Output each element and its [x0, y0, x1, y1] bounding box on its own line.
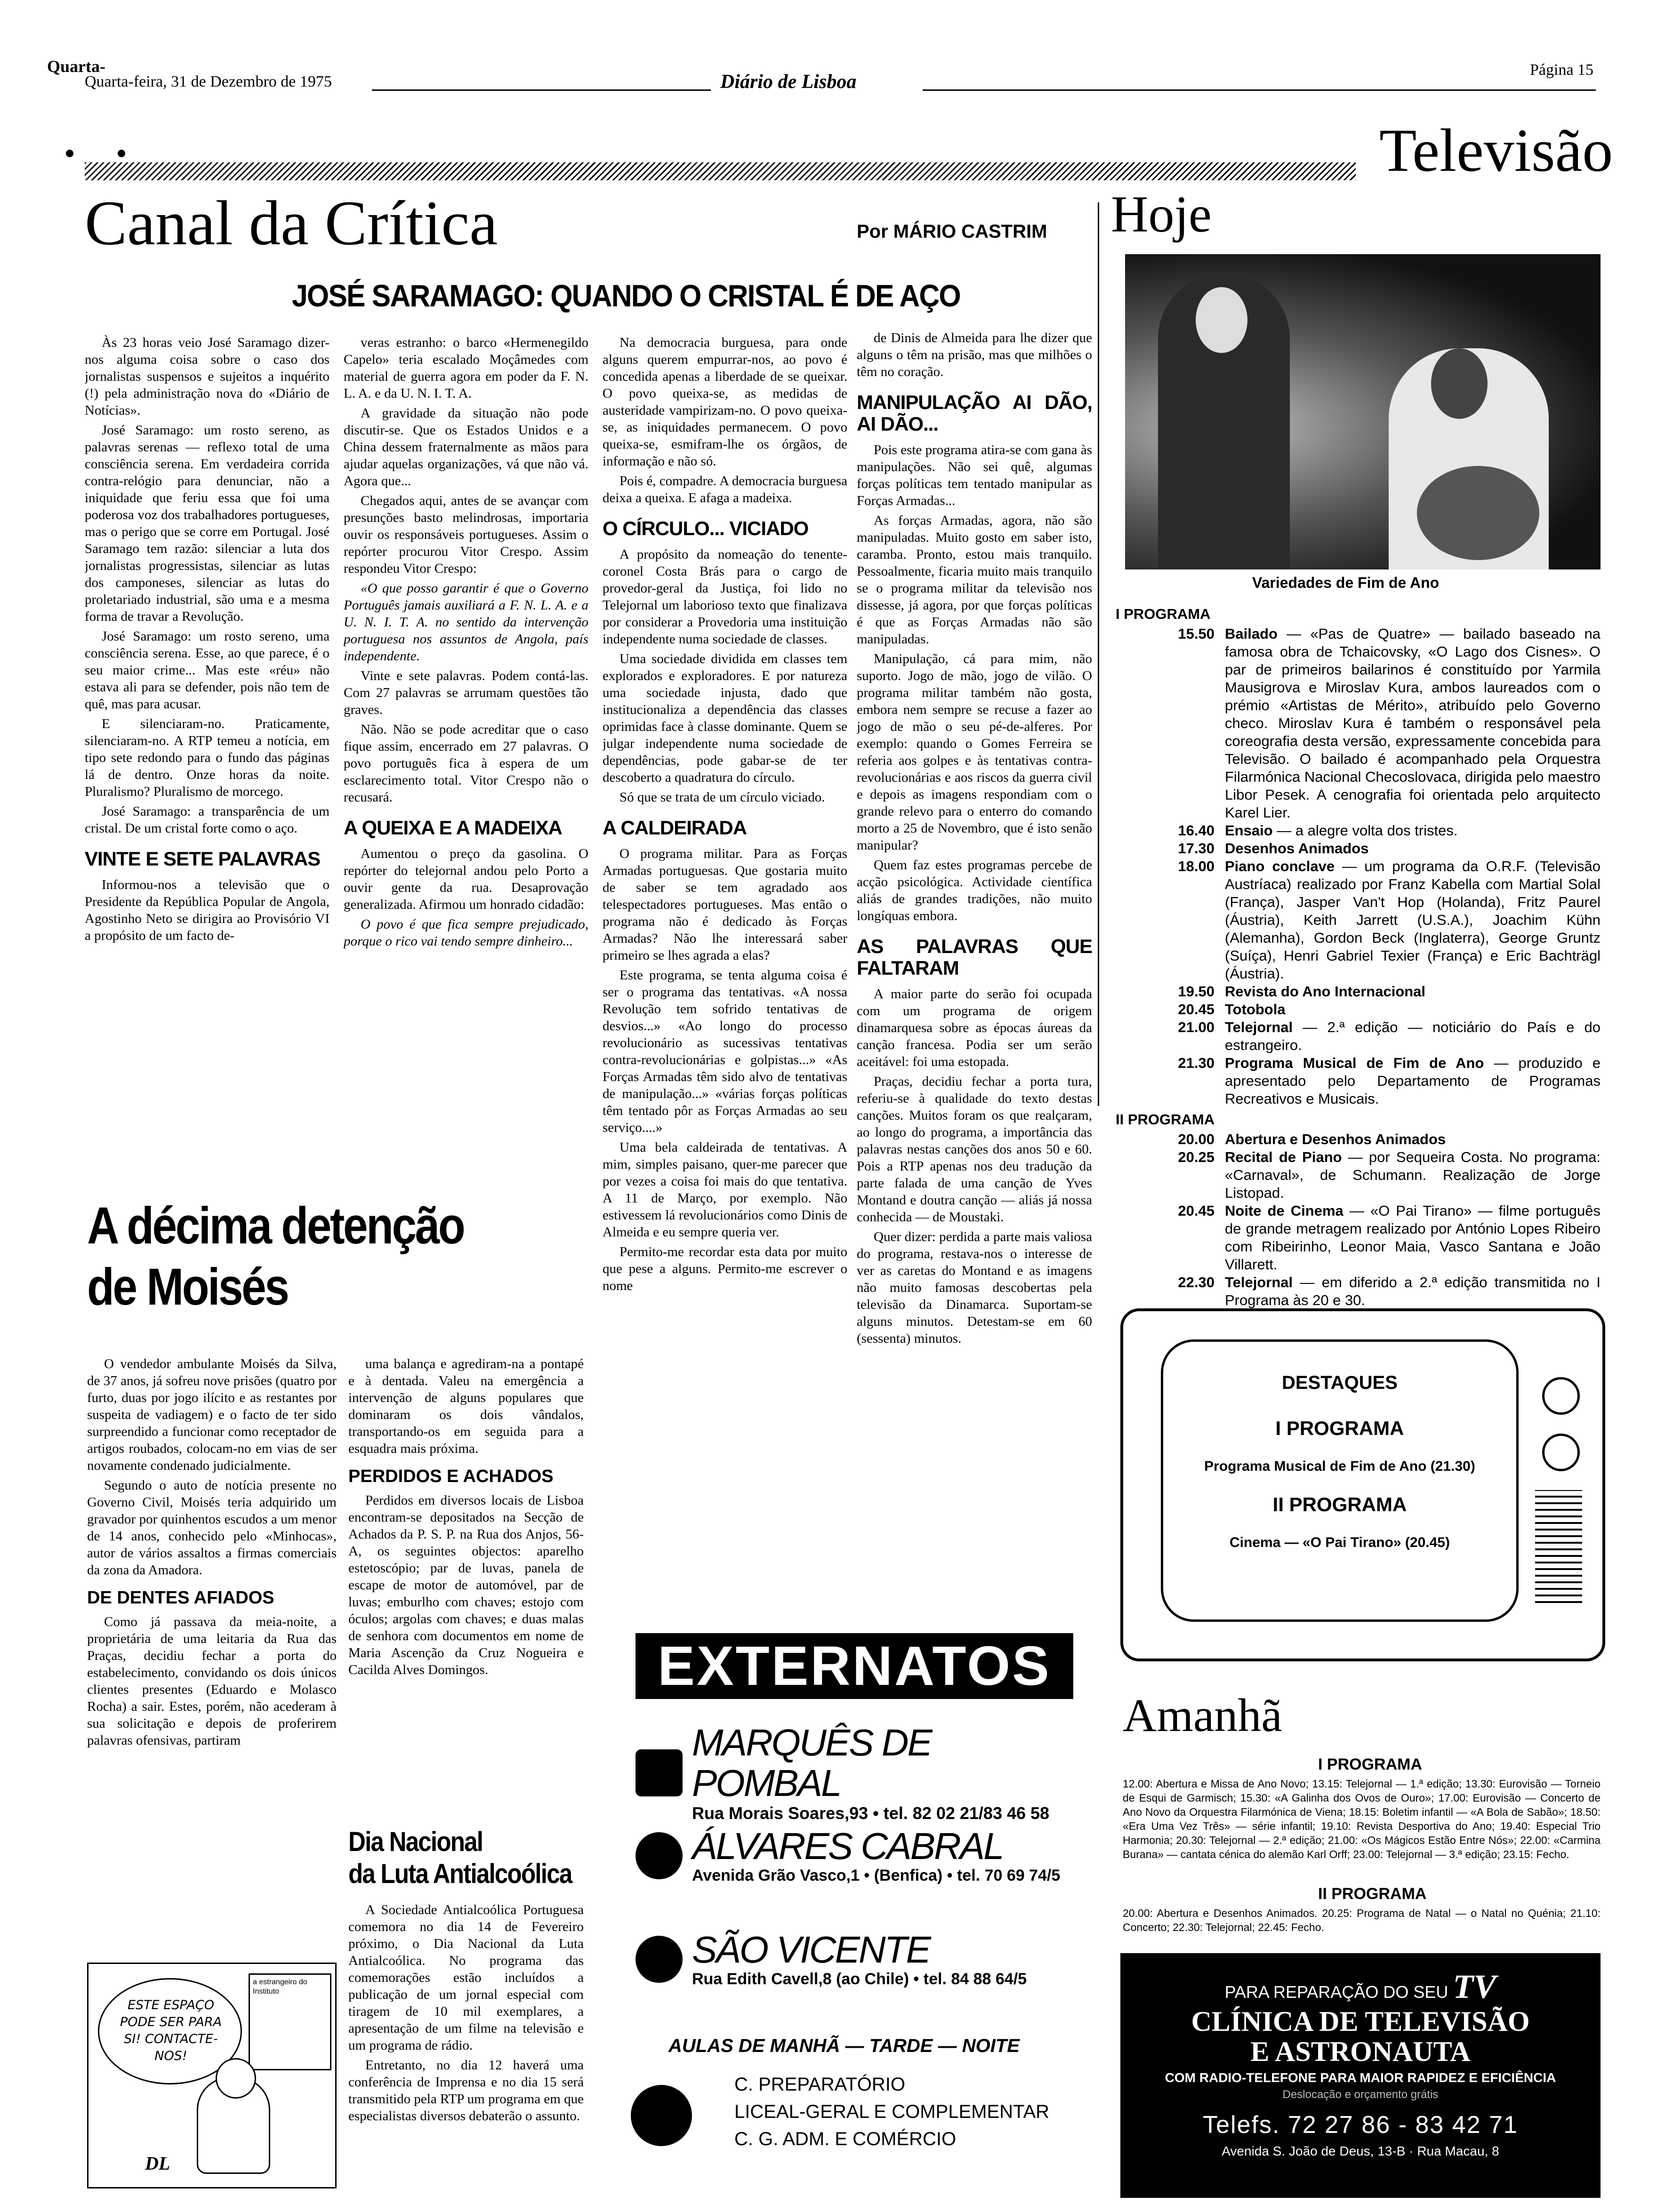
- critica-column-2: veras estranho: o barco «Hermenegildo Capelo» teria escalado Moçâmedes com material de guerra agora em poder da F. N. L. A. e da U. N. I. T. A. A gravidade da situação não pode discutir-se. Que os Estados Unidos e a China dessem fraternalmente as mãos para ajudar aquelas organizações, vá que não vá. Agora que... Chegados aqui, antes de se avançar com presunções basto melindrosas, importaria ouvir os responsáveis portugueses. Assim o repórter procurou Vitor Crespo. Assim respondeu Vitor Crespo: «O que posso garantir é que o Governo Português jamais auxiliará a F. N. L. A. e a U. N. I. T. A. no sentido da intervenção portuguesa nos assuntos de Angola, país independente. Vinte e sete palavras. Podem contá-las. Com 27 palavras se arrumam questões tão graves. Não. Não se pode acreditar que o caso fique assim, encerrado em 27 palavras. O povo português fica à espera de um esclarecimento total. Vitor Crespo não o recusará. A QUEIXA E A MADEIXA Aumentou o preço da gasolina. O repórter do telejornal andou pelo Porto a ouvir gente da rua. Desaprovação generalizada. Afirmou um honrado cidadão: O povo é que fica sempre prejudicado, porque o rico vai tendo sempre dinheiro...: [344, 335, 588, 949]
- masthead-rule-right: [923, 89, 1596, 91]
- photo-caption: Variedades de Fim de Ano: [1252, 574, 1440, 591]
- school-sao-vicente: SÃO VICENTE Rua Edith Cavell,8 (ao Chile) • tel. 84 88 64/5: [635, 1930, 1078, 1988]
- moises-column-1: O vendedor ambulante Moisés da Silva, de 37 anos, já sofreu nove prisões (quatro por furto, duas por jogo ilícito e as restantes por suspeita de vadiagem) e o facto de ter sido surpreendido a funcionar como receptador de artigos roubados, colocam-no em vias de ser novamente condenado judicialmente. Segundo o auto de notícia presente no Governo Civil, Moisés teria adquirido um gravador por quinhentos escudos a um menor de 14 anos, conhecido pelo «Minhocas», autor de vários assaltos a firmas comerciais da zona da Amadora. DE DENTES AFIADOS Como já passava da meia-noite, a proprietária de uma leitaria da Rua das Praças, decidiu fechar a porta do estabelecimento, convidando os dois únicos clientes presentes (Eduardo e Molasco Rocha) a sair. Estes, porém, não acederam à sua solicitação e depois de proferirem palavras ofensivas, partiram: [87, 1356, 337, 1748]
- subhead-dentes-afiados: DE DENTES AFIADOS: [87, 1588, 274, 1608]
- hoje-schedule: [1116, 602, 1601, 1309]
- cartoon-box: [87, 1963, 337, 2188]
- externatos-course-logo-icon: [631, 2085, 692, 2146]
- amanha-program-1-text: 12.00: Abertura e Missa de Ano Novo; 13.15: Telejornal — 1.ª edição; 13.30: Eurovisão — Torneio de Esqui de Garmisch; 15.30: «A Galinha dos Ovos de Ouro»; 17.00: Eurovisão — Concerto de Ano Novo da Orquestra Filarmónica de Viena; 18.15: Boletim infantil — «A Bola de Sabão»; 18.50: «Era Uma Vez Três» — série infantil; 19.10: Revista Desportiva do Ano; 19.40: Especial Trio Harmonia; 20.30: Telejornal — 2.ª edição; 21.00: «Os Mágicos Estão Entre Nós»; 22.00: «Carmina Burana» — cantata cénica do alemão Karl Orff; 23.00: Telejornal — 3.ª edição; 23.15: Fecho.: [1123, 1778, 1601, 1860]
- moises-column-2: uma balança e agrediram-na a pontapé e à dentada. Valeu na emergência a intervenção de alguns populares que dominaram os dois vândalos, transportando-os em seguida para a esquadra mais próxima. PERDIDOS E ACHADOS Perdidos em diversos locais de Lisboa encontram-se depositados na Secção de Achados da P. S. P. na Rua dos Anjos, 56-A, os seguintes objectos: aparelho estetoscópio; par de luvas, panela de escape de motor de automóvel, par de luvas; emburlho com chaves; estojo com óculos; argolas com chaves; e duas malas de senhora com documentos em nome de Maria Ascenção da Cruz Nogueira e Cacilda Alves Domingos.: [348, 1356, 584, 1677]
- amanha-program-2-text: 20.00: Abertura e Desenhos Animados. 20.25: Programa de Natal — o Natal no Quénia; 21.10: Concerto; 22.30: Telejornal; 22.45: Fecho.: [1123, 1907, 1601, 1933]
- amanha-program-2-heading: II PROGRAMA: [1318, 1885, 1427, 1903]
- subhead-circulo-viciado: O CÍRCULO... VICIADO: [603, 517, 809, 539]
- column-rule: [1098, 202, 1099, 1106]
- subhead-caldeirada: A CALDEIRADA: [603, 817, 747, 839]
- masthead-paper: Diário de Lisboa: [720, 71, 857, 93]
- program-2-heading: II PROGRAMA: [1116, 1111, 1215, 1128]
- destaques-tv-frame: [1120, 1308, 1605, 1661]
- hoje-photo: [1125, 254, 1601, 569]
- tv-speaker-grille: [1535, 1490, 1582, 1603]
- schedule-row: 20.25 Recital de Piano — por Sequeira Costa. No programa: «Carnaval», de Schumann. Realização de Jorge Listopad.: [1178, 1149, 1601, 1201]
- sao-vicente-logo-icon: [635, 1936, 683, 1983]
- destaques-content: DESTAQUES I PROGRAMA Programa Musical de Fim de Ano (21.30) II PROGRAMA Cinema — «O Pai Tirano» (20.45): [1204, 1372, 1475, 1550]
- photo-guitarist-face: [1431, 348, 1488, 419]
- schedule-row: 19.50 Revista do Ano Internacional: [1178, 983, 1426, 1000]
- photo-guitar: [1417, 466, 1539, 560]
- schedule-row: 15.50 Bailado — «Pas de Quatre» — bailado baseado na famosa obra de Tchaicovsky, «O Lago dos Cisnes». O par de primeiros bailarinos é constituído por Yarmila Mausigrova e Miroslav Kura, ambos laureados com o prémio «Artistas de Mérito», atribuído pelo Governo checo. Miroslav Kura é também o responsável pela coreografia desta versão, expressamente concebida para Televisão. O bailado é acompanhado pela Orquestra Filarmónica Nacional Checoslovaca, dirigida pelo maestro Libor Pesek. A cenografia foi orientada pelo arquitecto Karel Lier.: [1178, 625, 1601, 821]
- schedule-row: 16.40 Ensaio — a alegre volta dos tristes.: [1178, 822, 1458, 839]
- alvares-logo-icon: [635, 1832, 683, 1879]
- marques-logo-icon: [635, 1749, 683, 1796]
- cartoon-figure-head: [216, 2058, 256, 2099]
- externatos-title: EXTERNATOS: [635, 1633, 1073, 1699]
- schedule-row: 21.30 Programa Musical de Fim de Ano — produzido e apresentado pelo Departamento de Programas Recreativos e Musicais.: [1178, 1055, 1601, 1107]
- antialcool-body: A Sociedade Antialcoólica Portuguesa comemora no dia 14 de Fevereiro próximo, o Dia Nacional da Luta Antialcoólica. No programa das comemorações estão incluídos a publicação de um jornal especial com tiragem de 10 mil exemplares, a apresentação de um filme na televisão e um programa de rádio. Entretanto, no dia 12 haverá uma conferência de Imprensa e no dia 15 será transmitido pela RTP um programa em que especialistas diversos debaterão o assunto.: [348, 1902, 584, 2124]
- externatos-ad: [617, 1633, 1087, 2198]
- moises-headline: A décima detenção de Moisés: [87, 1197, 464, 1316]
- externatos-courses: C. PREPARATÓRIO LICEAL-GERAL E COMPLEMENTAR C. G. ADM. E COMÉRCIO: [734, 2074, 1050, 2149]
- subhead-vinte-e-sete: VINTE E SETE PALAVRAS: [85, 848, 321, 870]
- tv-knob-icon: [1542, 1434, 1580, 1471]
- schedule-row: 18.00 Piano conclave — um programa da O.R.F. (Televisão Austríaca) realizado por Franz Kabella com Martial Solal (França), Jasper Van't Hop (Holanda), Fritz Paurel (Áustria), Keith Jarrett (U.S.A.), Joachim Kühn (Alemanha), Gordon Beck (Inglaterra), George Gruntz (Suíça), Henri Gabriel Texier (França) e Eric Bachträgl (Áustria).: [1178, 858, 1601, 982]
- schedule-row: 20.45 Totobola: [1178, 1001, 1286, 1018]
- subhead-perdidos-achados: PERDIDOS E ACHADOS: [348, 1467, 554, 1486]
- schedule-row: 20.00 Abertura e Desenhos Animados: [1178, 1131, 1446, 1147]
- photo-singer-left-face: [1196, 287, 1247, 353]
- subhead-palavras-faltaram: AS PALAVRAS QUE FALTARAM: [857, 935, 1092, 979]
- critica-byline: Por MÁRIO CASTRIM: [857, 221, 1047, 242]
- critica-column-4: de Dinis de Almeida para lhe dizer que alguns o têm na prisão, mas que milhões o têm no coração. MANIPULAÇÃO AI DÃO, AI DÃO... Pois este programa atira-se com gana às manipulações. Não sei quê, algumas forças políticas tem tentado manipular as Forças Armadas... As forças Armadas, agora, não são manipuladas. Muito gosto em saber isto, caramba. Pronto, estou mais tranquilo. Pessoalmente, ficaria muito mais tranquilo se o programa militar da televisão nos dissesse, já agora, por que forças políticas é que as Forças Armadas não são manipuladas. Manipulação, cá para mim, não suporto. Jogo de mão, jogo de vilão. O programa militar também não gosta, embora nem sempre se recuse a fazer ao jogo de mão o seu pé-de-alferes. Por exemplo: quando o Gomes Ferreira se referia aos golpes e às tentativas contra-revolucionárias e aos riscos da guerra civil e depois as imagens respondiam com o grande relevo para o enterro do comando morto a 25 de Novembro, que é isto senão manipular? Quem faz estes programas percebe de acção psicológica. Actividade científica aliás de grandes tradições, não muito longíquas embora. AS PALAVRAS QUE FALTARAM A maior parte do serão foi ocupada com um programa de origem dinamarquesa sobre as épocas áureas da canção francesa. Podia ser um serão aceitável: foi uma estopada. Praças, decidiu fechar a porta tura, referiu-se à qualidade do texto destas canções. Muitos foram os que realçaram, ao longo do programa, a importância das palavras nestas canções dos anos 50 e 60. Pois a RTP apenas nos deu tradução da parte falada de uma canção de Yves Montand e doutra canção — aliás já nossa conhecida — de Moustaki. Quer dizer: perdida a parte mais valiosa do programa, restava-nos o interesse de ver as caretas do Montand e as imagens não muito famosas descobertas pela televisão da Dinamarca. Suportam-se alguns minutos. Detestam-se em 60 (sessenta) minutos.: [857, 330, 1092, 1346]
- cartoon-signature: DL: [145, 2153, 170, 2174]
- critica-title: Canal da Crítica: [85, 188, 498, 258]
- hoje-title: Hoje: [1111, 185, 1212, 243]
- tv-knob-icon: [1542, 1377, 1580, 1415]
- tv-repair-ad: PARA REPARAÇÃO DO SEU TV CLÍNICA DE TELEVISÃO E ASTRONAUTA COM RADIO-TELEFONE PARA MAIOR RAPIDEZ E EFICIÊNCIA Deslocação e orçamento grátis Telefs. 72 27 86 - 83 42 71 Avenida S. João de Deus, 13-B · Rua Macau, 8: [1120, 1953, 1601, 2198]
- externatos-hours: AULAS DE MANHÃ — TARDE — NOITE: [668, 2036, 1020, 2056]
- antialcool-headline: Dia Nacional da Luta Antialcoólica: [348, 1827, 572, 1889]
- masthead-corner: Quarta-: [47, 57, 105, 76]
- speech-bubble-text: ESTE ESPAÇO PODE SER PARA SI! CONTACTE-NOS!: [120, 1998, 222, 2063]
- critica-headline: JOSÉ SARAMAGO: QUANDO O CRISTAL É DE AÇO: [292, 278, 960, 313]
- subhead-queixa-madeixa: A QUEIXA E A MADEIXA: [344, 817, 562, 839]
- schedule-row: 22.30 Telejornal — em diferido a 2.ª edição transmitida no I Programa às 20 e 30.: [1178, 1274, 1601, 1308]
- schedule-row: 17.30 Desenhos Animados: [1178, 840, 1369, 857]
- section-title: Televisão: [1379, 117, 1613, 184]
- page-number: Página 15: [1530, 61, 1594, 79]
- subhead-manipulacao: MANIPULAÇÃO AI DÃO, AI DÃO...: [857, 391, 1092, 435]
- masthead-date: Quarta-feira, 31 de Dezembro de 1975: [85, 73, 332, 90]
- schedule-row: 20.45 Noite de Cinema — «O Pai Tirano» — filme português de grande metragem realizado por António Lopes Ribeiro com Ribeirinho, Leonor Maia, Vasco Santana e João Villarett.: [1178, 1202, 1601, 1273]
- masthead-rule-left: [372, 89, 711, 91]
- section-hatch-band: [85, 162, 1356, 180]
- bullet-dot: [66, 150, 73, 157]
- critica-column-1: Às 23 horas veio José Saramago dizer-nos alguma coisa sobre o caso dos jornalistas suspensos e sujeitos a inquérito (!) pela administração nova do «Diário de Notícias». José Saramago: um rosto sereno, as palavras serenas — reflexo total de uma consciência serena. Em verdadeira corrida contra-relógio para denunciar, não a iniquidade que feriu essa que foi uma poderosa voz dos trabalhadores portugueses, mas o perigo que se corre em Portugal. José Saramago tem razão: silenciar a luta dos jornalistas progressistas, silenciar as lutas dos camponeses, silenciar as lutas do proletariado industrial, são uma e a mesma forma de travar a Revolução. José Saramago: um rosto sereno, uma consciência serena. Esse, ao que parece, é o seu maior crime... Mas este «réu» não estava ali para se defender, pois não tem de quê, mas para acusar. E silenciaram-no. Praticamente, silenciaram-no. A RTP temeu a notícia, em tipo sete redondo para o fundo das páginas lá de dentro. Onze horas da noite. Pluralismo? Pluralismo de morcego. José Saramago: a transparência de um cristal. De um cristal forte como o aço. VINTE E SETE PALAVRAS Informou-nos a televisão que o Presidente da República Popular de Angola, Agostinho Neto se dirigira ao Provisório VI a propósito de um facto de-: [85, 335, 330, 943]
- amanha-program-1-heading: I PROGRAMA: [1318, 1755, 1422, 1773]
- bullet-dot: [118, 150, 125, 157]
- school-alvares: ÁLVARES CABRAL Avenida Grão Vasco,1 • (Benfica) • tel. 70 69 74/5: [635, 1826, 1078, 1885]
- schedule-row: 21.00 Telejornal — 2.ª edição — noticiário do País e do estrangeiro.: [1178, 1019, 1601, 1053]
- program-1-heading: I PROGRAMA: [1116, 606, 1211, 622]
- school-marques: MARQUÊS DE POMBAL Rua Morais Soares,93 • tel. 82 02 21/83 46 58: [635, 1723, 1078, 1823]
- critica-column-3: Na democracia burguesa, para onde alguns querem empurrar-nos, ao povo é concedida apenas a liberdade de se queixar. O povo queixa-se, as medidas de austeridade vampirizam-no. O povo queixa-se, as iniquidades permanecem. O povo queixa-se, esmifram-lhe os órgãos, de informação e não só. Pois é, compadre. A democracia burguesa deixa a queixa. E afaga a madeixa. O CÍRCULO... VICIADO A propósito da nomeação do tenente-coronel Costa Brás para o cargo de provedor-geral da Justiça, foi lido no Telejornal um laborioso texto que finalizava por considerar a Provedoria uma instituição independente numa sociedade de classes. Uma sociedade dividida em classes tem explorados e exploradores. E por natureza uma sociedade injusta, dado que institucionaliza a dependência das classes oprimidas face à classe dominante. Quem se julgar independente numa sociedade de dependências, pode gabar-se de ter descoberto a quadratura do círculo. Só que se trata de um círculo viciado. A CALDEIRADA O programa militar. Para as Forças Armadas portuguesas. Que gostaria muito de saber se tem agradado aos telespectadores portugueses. Mas então o programa não é dedicado às Forças Armadas? Não lhe interessará saber primeiro se lhes agrada a elas? Este programa, se tenta alguma coisa é ser o programa das tentativas. «A nossa Revolução tem sofrido tentativas de desvios...» «Ao longo do processo revolucionário as sucessivas tentativas contra-revolucionárias e golpistas...» «As Forças Armadas têm sido alvo de tentativas de manipulação...» «várias forças políticas têm tentado pôr as Forças Armadas ao seu serviço....» Uma bela caldeirada de tentativas. A mim, simples paisano, quer-me parecer que por vezes a coisa foi mais do que tentativa. A 11 de Março, por exemplo. Não estivessem lá revolucionários como Dinis de Almeida e eu sempre queria ver. Permito-me recordar esta data por muito que pese a alguns. Permito-me escrever o nome: [603, 335, 847, 1293]
- cartoon-sign: a estrangeiro do Instituto: [249, 1973, 331, 2070]
- amanha-title: Amanhã: [1123, 1689, 1282, 1741]
